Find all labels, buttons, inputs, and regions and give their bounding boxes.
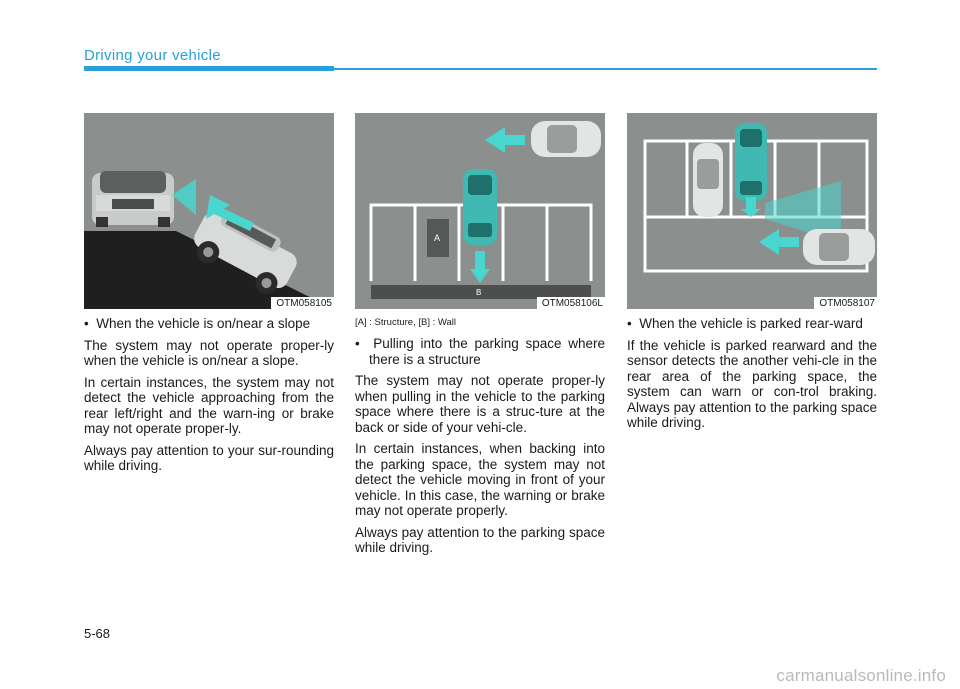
- column-rearward: [627, 113, 877, 437]
- passing-car-icon: [531, 121, 601, 157]
- figure-structure: [355, 113, 605, 309]
- header-rule: [334, 68, 877, 70]
- bullet-item: • When the vehicle is on/near a slope: [84, 316, 311, 331]
- bullet-item: • When the vehicle is parked rear-ward: [627, 316, 863, 331]
- paragraph: Always pay attention to your sur-rounding while driving.: [84, 442, 334, 473]
- own-car-icon: [735, 123, 767, 201]
- paragraph: The system may not operate proper-ly when the vehicle is on/near a slope.: [84, 337, 334, 368]
- parked-car-icon: [693, 143, 723, 217]
- column-slope: [84, 113, 334, 480]
- watermark[interactable]: carmanualsonline.info: [776, 666, 946, 685]
- column-structure: [355, 113, 605, 562]
- figure-code: OTM058105: [271, 297, 334, 309]
- own-car-icon: [463, 169, 497, 245]
- bullet-item: • Pulling into the parking space where there is a structure: [355, 336, 605, 367]
- label-b: B: [476, 288, 482, 297]
- paragraph: The system may not operate proper-ly when pulling in the vehicle to the parking space where there is a struc-ture at the back or side of your vehi-cle.: [355, 373, 605, 435]
- figure-code: OTM058106L: [537, 297, 605, 309]
- paragraph: In certain instances, when backing into the parking space, the system may not detect the vehicle moving in front of your vehicle. In this case, the warning or brake may not operate properly.: [355, 441, 605, 518]
- front-car-icon: [92, 171, 174, 227]
- label-a: A: [434, 233, 441, 243]
- section-title: Driving your vehicle: [84, 47, 221, 64]
- figure-rearward: [627, 113, 877, 309]
- rearward-parking-illustration: [627, 113, 877, 309]
- parking-structure-illustration: [355, 113, 605, 309]
- paragraph: If the vehicle is parked rearward and the sensor detects the another vehi-cle in the rear area of the parking space, the system can warn or con-trol braking. Always pay attention to the parking space while driving.: [627, 337, 877, 430]
- figure-code: OTM058107: [814, 297, 877, 309]
- paragraph: Always pay attention to the parking space while driving.: [355, 524, 605, 555]
- figure-caption: [A] : Structure, [B] : Wall: [355, 317, 457, 328]
- approaching-car-icon: [803, 229, 875, 265]
- paragraph: In certain instances, the system may not detect the vehicle approaching from the rear left/right and the warn-ing or brake may not operate proper-ly.: [84, 374, 334, 436]
- header-accent-bar: [84, 66, 334, 71]
- page-number: 5-68: [84, 626, 111, 641]
- figure-slope: [84, 113, 334, 309]
- slope-illustration: [84, 113, 334, 309]
